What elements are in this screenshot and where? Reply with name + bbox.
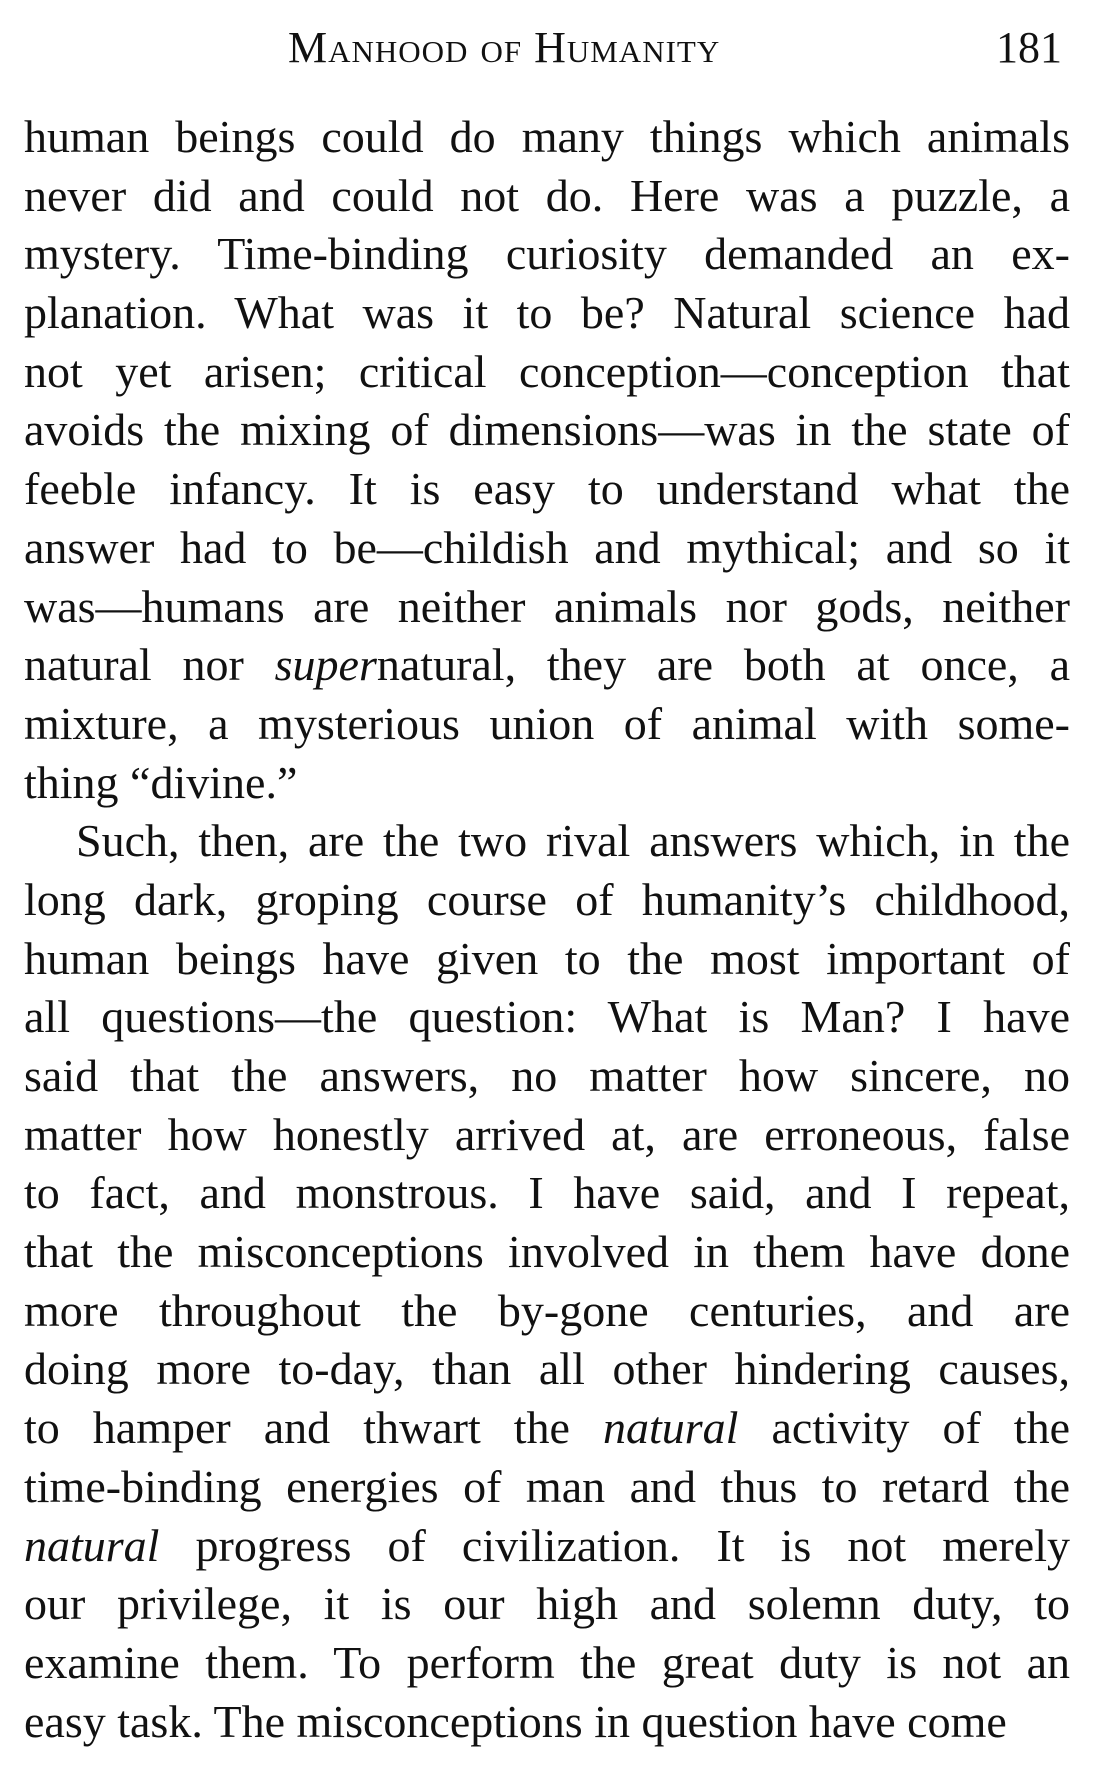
text-segment: answer had to be—childish and mythical; and so it <box>24 521 1070 573</box>
italic-text: natural <box>24 1519 160 1571</box>
text-line <box>24 1399 1070 1458</box>
text-line <box>24 1693 1070 1752</box>
text-line <box>24 988 1070 1047</box>
text-segment: natural, they are both at once, a <box>376 639 1070 691</box>
text-segment: natural nor <box>24 639 275 691</box>
text-segment: to hamper and thwart the <box>24 1402 603 1454</box>
text-line <box>24 1458 1070 1517</box>
text-line <box>24 695 1070 754</box>
text-line <box>24 1106 1070 1165</box>
text-line <box>24 1575 1070 1634</box>
text-segment: time-binding energies of man and thus to retard the <box>24 1460 1070 1512</box>
text-line <box>24 636 1070 695</box>
text-line <box>24 1223 1070 1282</box>
text-segment: long dark, groping course of humanity’s childhood, <box>24 873 1070 925</box>
text-segment: all questions—the question: What is Man? I have <box>24 991 1070 1043</box>
text-line <box>24 1634 1070 1693</box>
text-segment: human beings could do many things which animals <box>24 111 1070 162</box>
text-segment: matter how honestly arrived at, are erroneous, false <box>24 1108 1070 1160</box>
text-segment: avoids the mixing of dimensions—was in the state of <box>24 404 1070 456</box>
text-line <box>24 284 1070 343</box>
text-line <box>24 754 1070 813</box>
text-line <box>24 1517 1070 1576</box>
page-number: 181 <box>996 23 1062 72</box>
running-title: Manhood of Humanity <box>288 23 721 72</box>
text-line <box>24 1164 1070 1223</box>
text-line <box>24 108 1070 167</box>
text-segment: planation. What was it to be? Natural science had <box>24 287 1070 339</box>
text-segment: said that the answers, no matter how sincere, no <box>24 1050 1070 1101</box>
text-line <box>24 578 1070 637</box>
text-segment: mystery. Time-binding curiosity demanded an ex- <box>24 228 1070 280</box>
text-segment: examine them. To perform the great duty is not an <box>24 1636 1070 1688</box>
text-segment: our privilege, it is our high and solemn duty, to <box>24 1578 1070 1630</box>
paragraph <box>24 812 1070 1751</box>
italic-text: super <box>274 639 377 691</box>
text-line <box>24 225 1070 284</box>
text-segment: more throughout the by-gone centuries, and are <box>24 1284 1070 1336</box>
text-segment: human beings have given to the most important of <box>24 932 1070 984</box>
paragraph <box>24 108 1070 812</box>
text-segment: Such, then, are the two rival answers which, in the <box>76 815 1070 867</box>
text-segment: activity of the <box>738 1402 1070 1454</box>
text-line <box>24 1047 1070 1106</box>
text-segment: that the misconceptions involved in them have done <box>24 1226 1070 1278</box>
text-line <box>24 812 1070 871</box>
text-line <box>24 401 1070 460</box>
text-segment: not yet arisen; critical conception—conception that <box>24 345 1070 397</box>
text-segment: never did and could not do. Here was a puzzle, a <box>24 169 1070 221</box>
body-text <box>24 108 1070 1751</box>
running-head <box>20 18 1070 78</box>
text-segment: easy task. The misconceptions in question have come <box>24 1695 1007 1747</box>
text-line <box>24 167 1070 226</box>
text-line <box>24 343 1070 402</box>
text-line <box>24 930 1070 989</box>
text-segment: thing “divine.” <box>24 756 298 808</box>
italic-text: natural <box>602 1402 739 1454</box>
text-segment: progress of civilization. It is not merely <box>159 1519 1070 1571</box>
text-line <box>24 871 1070 930</box>
text-line <box>24 519 1070 578</box>
text-segment: was—humans are neither animals nor gods, neither <box>24 580 1070 632</box>
text-segment: feeble infancy. It is easy to understand what the <box>24 463 1070 515</box>
text-segment: mixture, a mysterious union of animal with some- <box>24 697 1070 749</box>
text-segment: doing more to-day, than all other hindering causes, <box>24 1343 1070 1395</box>
text-line <box>24 460 1070 519</box>
text-line <box>24 1282 1070 1341</box>
text-segment: to fact, and monstrous. I have said, and I repeat, <box>24 1167 1070 1219</box>
text-line <box>24 1340 1070 1399</box>
